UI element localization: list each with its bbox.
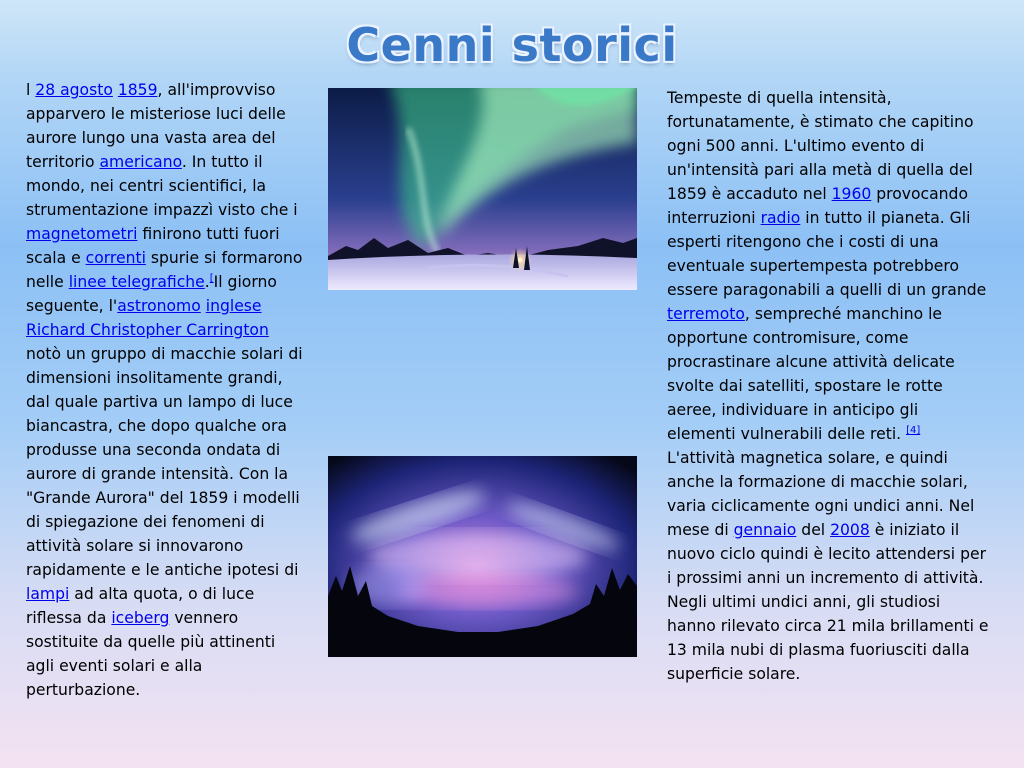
text: vennero sostituite da quelle più attinenti agli eventi solari e alla perturbazione. (26, 609, 276, 699)
link-iceberg[interactable]: iceberg (111, 609, 170, 627)
text: , all'improvviso apparvero le misteriose luci delle aurore lungo una vasta area del territorio (26, 81, 286, 171)
link-linee-telegrafiche[interactable]: linee telegrafiche (68, 273, 205, 291)
link-inglese[interactable]: inglese (205, 297, 262, 315)
left-text-column (26, 78, 308, 702)
link-1960[interactable]: 1960 (831, 185, 872, 203)
link-lampi[interactable]: lampi (26, 585, 70, 603)
aurora-photo-bottom (328, 456, 637, 657)
link-terremoto[interactable]: terremoto (667, 305, 745, 323)
link-2008[interactable]: 2008 (830, 521, 870, 539)
reference-link-4[interactable]: [4] (906, 425, 921, 436)
text: notò un gruppo di macchie solari di dimensioni insolitamente grandi, dal quale partiva un lampo di luce biancastra, che dopo qualche ora produsse una seconda ondata di aurore di grande intensità. Con la "Grande Aurora" del 1859 i modelli di spiegazione dei fenomeni di attività solare si innovarono rapidamente e le antiche ipotesi di (26, 345, 303, 579)
link-1859[interactable]: 1859 (117, 81, 158, 99)
link-magnetometri[interactable]: magnetometri (26, 225, 138, 243)
text: Tempeste di quella intensità, fortunatamente, è stimato che capitino ogni 500 anni. L'ultimo evento di un'intensità pari alla metà di quella del 1859 è accaduto nel (667, 89, 974, 203)
text: del (796, 521, 831, 539)
aurora-photo-top (328, 88, 637, 290)
link-richard-christopher-carrington[interactable]: Richard Christopher Carrington (26, 321, 269, 339)
text: spurie si formarono nelle (26, 249, 303, 291)
link-astronomo[interactable]: astronomo (117, 297, 201, 315)
text: L'attività magnetica solare, e quindi anche la formazione di macchie solari, varia ciclicamente ogni undici anni. Nel mese di (667, 449, 975, 539)
link-correnti[interactable]: correnti (85, 249, 146, 267)
text: è iniziato il nuovo ciclo quindi è lecito attendersi per i prossimi anni un incremento di attività. Negli ultimi undici anni, gli studiosi hanno rilevato circa 21 mila brillamenti e 13 mila nubi di plasma fuoriusciti dalla superficie solare. (667, 521, 989, 683)
slide-title: Cenni storici (346, 18, 678, 72)
text: . In tutto il mondo, nei centri scientifici, la strumentazione impazzì visto che i (26, 153, 298, 219)
text: . (204, 273, 210, 291)
link-radio[interactable]: radio (760, 209, 801, 227)
text: ad alta quota, o di luce riflessa da (26, 585, 255, 627)
text: finirono tutti fuori scala e (26, 225, 280, 267)
text: l (26, 81, 36, 99)
text: Il giorno seguente, l' (26, 273, 277, 315)
text: provocando interruzioni (667, 185, 968, 227)
link-28-agosto[interactable]: 28 agosto (35, 81, 113, 99)
text: , sempreché manchino le opportune contromisure, come procrastinare alcune attività delicate svolte dai satelliti, spostare le rotte aeree, individuare in anticipo gli elementi vulnerabili delle reti. (667, 305, 955, 443)
reference-link[interactable]: [ (209, 273, 214, 284)
text: in tutto il pianeta. Gli esperti ritengono che i costi di una eventuale supertempesta potrebbero essere paragonabili a quelli di un grande (667, 209, 987, 299)
link-americano[interactable]: americano (99, 153, 182, 171)
right-text-column (667, 86, 989, 686)
link-gennaio[interactable]: gennaio (733, 521, 797, 539)
